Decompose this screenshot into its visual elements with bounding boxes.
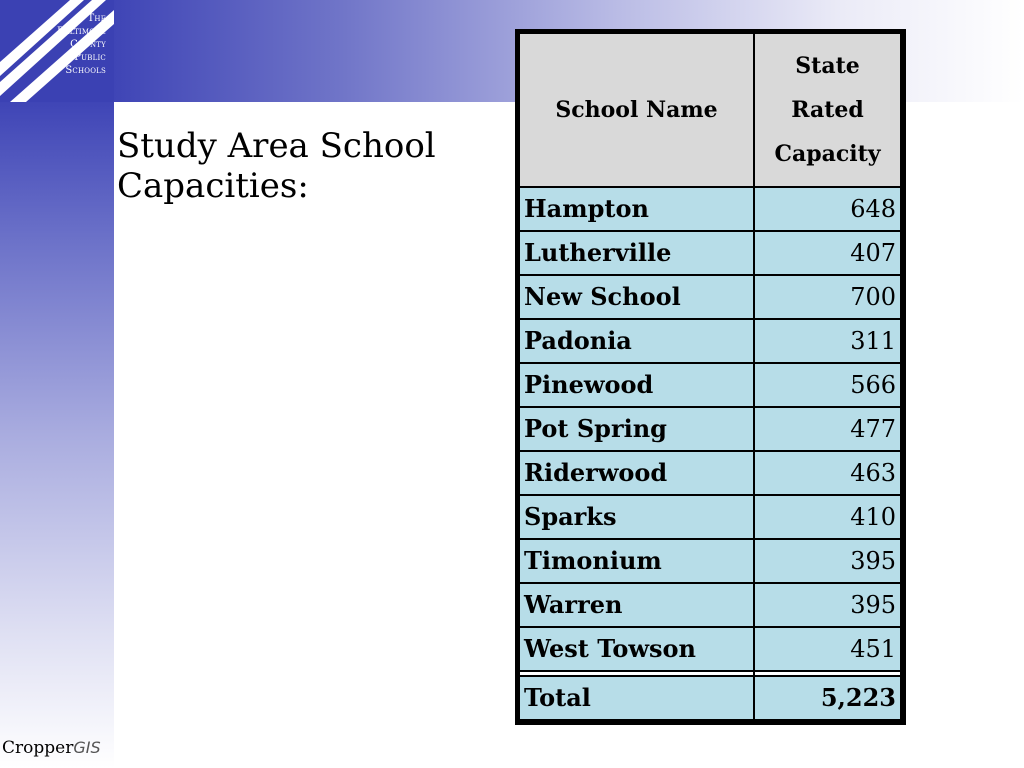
total-capacity-cell: 5,223: [754, 676, 901, 720]
table-row: [519, 495, 901, 539]
capacity-cell: 410: [754, 495, 901, 539]
header-capacity-line-2: Rated: [791, 97, 864, 123]
capacity-cell: 395: [754, 583, 901, 627]
logo-line: Baltimore: [56, 26, 106, 37]
sidebar-gradient-bar: [0, 102, 114, 768]
table-row: [519, 583, 901, 627]
slide-title-line-1: Study Area School: [117, 126, 436, 166]
table-row: [519, 627, 901, 671]
slide-title-line-2: Capacities:: [117, 166, 309, 206]
school-name-cell: Pinewood: [519, 363, 754, 407]
capacity-cell: 311: [754, 319, 901, 363]
logo-line: The: [87, 13, 106, 24]
slide-title: [117, 126, 507, 206]
bcps-logo: [0, 0, 114, 102]
capacity-table-grid: [518, 32, 902, 721]
logo-line: County: [70, 39, 106, 50]
capacity-cell: 648: [754, 187, 901, 231]
school-name-cell: Timonium: [519, 539, 754, 583]
table-row: [519, 539, 901, 583]
school-name-cell: New School: [519, 275, 754, 319]
table-row: [519, 319, 901, 363]
school-name-cell: Hampton: [519, 187, 754, 231]
logo-line: Public: [74, 52, 106, 63]
table-row: [519, 407, 901, 451]
school-name-cell: Pot Spring: [519, 407, 754, 451]
header-capacity-line-1: State: [795, 53, 860, 79]
school-name-cell: Padonia: [519, 319, 754, 363]
capacity-cell: 566: [754, 363, 901, 407]
footer-brand: [2, 738, 101, 758]
header-capacity-line-3: Capacity: [774, 141, 881, 167]
footer-brand-name: Cropper: [2, 738, 74, 758]
header-capacity: [754, 33, 901, 187]
logo-text: [57, 12, 106, 77]
capacity-cell: 463: [754, 451, 901, 495]
total-label-cell: Total: [519, 676, 754, 720]
table-row: [519, 231, 901, 275]
table-row: [519, 187, 901, 231]
capacity-cell: 477: [754, 407, 901, 451]
school-name-cell: Sparks: [519, 495, 754, 539]
capacity-cell: 395: [754, 539, 901, 583]
capacity-cell: 700: [754, 275, 901, 319]
school-name-cell: West Towson: [519, 627, 754, 671]
school-name-cell: Riderwood: [519, 451, 754, 495]
footer-brand-suffix: GIS: [73, 738, 101, 757]
table-row: [519, 275, 901, 319]
total-row: [519, 676, 901, 720]
header-school-name: School Name: [519, 33, 754, 187]
school-name-cell: Lutherville: [519, 231, 754, 275]
school-name-cell: Warren: [519, 583, 754, 627]
table-header-row: [519, 33, 901, 187]
capacity-table: [515, 29, 906, 725]
capacity-cell: 407: [754, 231, 901, 275]
table-row: [519, 451, 901, 495]
table-row: [519, 363, 901, 407]
logo-line: Schools: [65, 65, 106, 76]
capacity-cell: 451: [754, 627, 901, 671]
